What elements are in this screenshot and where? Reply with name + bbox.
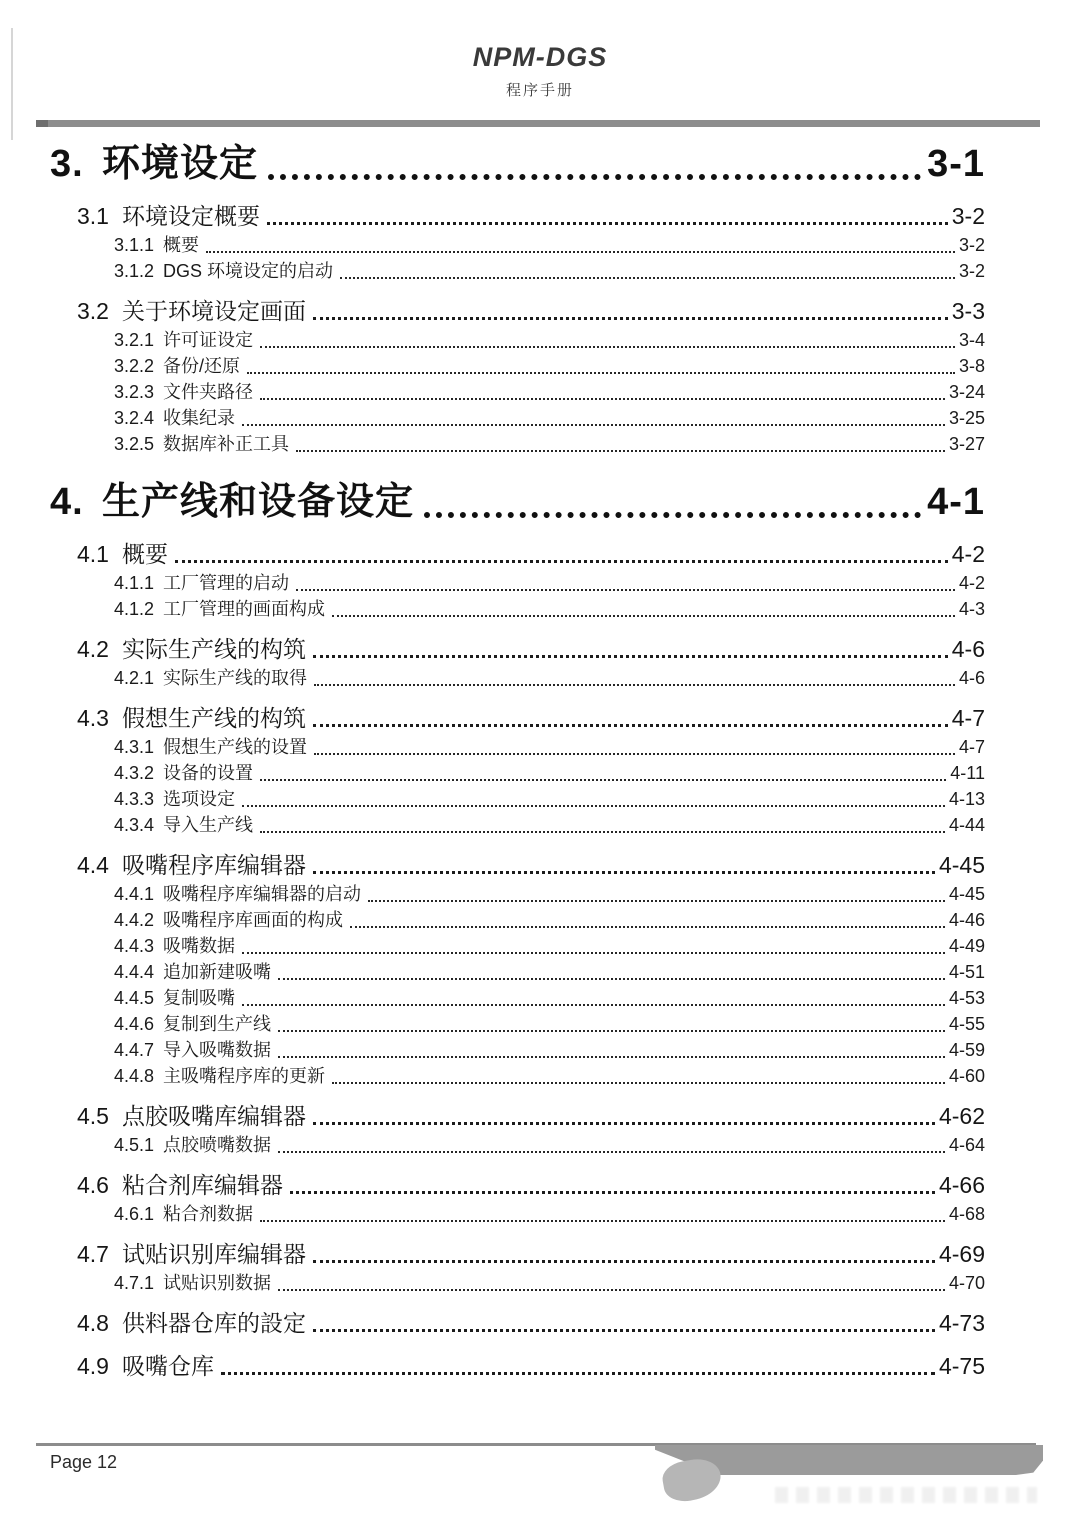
section-page-number: 4-6 bbox=[951, 636, 985, 662]
subsection-page-number: 4-44 bbox=[948, 815, 985, 835]
section-title: 试贴识别库编辑器 bbox=[121, 1241, 306, 1267]
subsection-page-number: 3-24 bbox=[948, 382, 985, 402]
toc-section-entry[interactable] bbox=[50, 633, 985, 665]
section-number: 4.4 bbox=[77, 852, 109, 878]
toc-chapter-entry[interactable] bbox=[50, 139, 985, 189]
watermark-text-remnant bbox=[775, 1487, 1037, 1503]
dot-leader bbox=[332, 615, 955, 617]
dot-leader bbox=[332, 1082, 945, 1084]
subsection-title: 点胶喷嘴数据 bbox=[163, 1135, 272, 1155]
subsection-page-number: 3-27 bbox=[948, 434, 985, 454]
dot-leader bbox=[313, 724, 948, 727]
subsection-title: 数据库补正工具 bbox=[163, 434, 290, 454]
toc-subsection-entry[interactable] bbox=[50, 353, 985, 379]
toc-subsection-entry[interactable] bbox=[50, 1037, 985, 1063]
subsection-number: 4.3.4 bbox=[114, 815, 155, 835]
subsection-page-number: 3-25 bbox=[948, 408, 985, 428]
dot-leader bbox=[175, 560, 948, 563]
dot-leader bbox=[278, 1056, 945, 1058]
subsection-title: 收集纪录 bbox=[163, 408, 236, 428]
subsection-page-number: 4-13 bbox=[948, 789, 985, 809]
subsection-title: 导入生产线 bbox=[163, 815, 254, 835]
subsection-page-number: 3-2 bbox=[958, 235, 985, 255]
section-number: 4.5 bbox=[77, 1103, 109, 1129]
section-number: 3.2 bbox=[77, 298, 109, 324]
toc-section-entry[interactable] bbox=[50, 702, 985, 734]
dot-leader bbox=[278, 1030, 945, 1032]
toc-subsection-entry[interactable] bbox=[50, 812, 985, 838]
chapter-page-number: 4-1 bbox=[927, 481, 985, 523]
toc-subsection-entry[interactable] bbox=[50, 596, 985, 622]
toc-subsection-entry[interactable] bbox=[50, 933, 985, 959]
section-number: 4.2 bbox=[77, 636, 109, 662]
toc-subsection-entry[interactable] bbox=[50, 760, 985, 786]
subsection-page-number: 4-46 bbox=[948, 910, 985, 930]
subsection-number: 4.2.1 bbox=[114, 668, 155, 688]
dot-leader bbox=[206, 251, 955, 253]
section-number: 4.6 bbox=[77, 1172, 109, 1198]
doc-subtitle: 程序手册 bbox=[505, 82, 574, 99]
subsection-page-number: 4-68 bbox=[948, 1204, 985, 1224]
page-number-label: Page 12 bbox=[50, 1452, 118, 1472]
dot-leader bbox=[424, 512, 921, 518]
section-number: 4.8 bbox=[77, 1310, 109, 1336]
subsection-title: 追加新建吸嘴 bbox=[163, 962, 272, 982]
subsection-number: 4.4.6 bbox=[114, 1014, 155, 1034]
dot-leader bbox=[278, 1289, 945, 1291]
subsection-page-number: 3-8 bbox=[958, 356, 985, 376]
section-title: 关于环境设定画面 bbox=[121, 298, 306, 324]
subsection-number: 4.5.1 bbox=[114, 1135, 155, 1155]
dot-leader bbox=[260, 1220, 945, 1222]
chapter-number: 4. bbox=[50, 481, 84, 523]
subsection-number: 4.3.1 bbox=[114, 737, 155, 757]
subsection-number: 4.7.1 bbox=[114, 1273, 155, 1293]
subsection-title: 导入吸嘴数据 bbox=[163, 1040, 272, 1060]
subsection-page-number: 4-55 bbox=[948, 1014, 985, 1034]
subsection-title: 实际生产线的取得 bbox=[163, 668, 308, 688]
page-header bbox=[0, 0, 1080, 100]
section-page-number: 4-73 bbox=[938, 1310, 985, 1336]
dot-leader bbox=[278, 1151, 945, 1153]
section-title: 吸嘴程序库编辑器 bbox=[121, 852, 306, 878]
dot-leader bbox=[242, 952, 945, 954]
subsection-number: 3.2.2 bbox=[114, 356, 155, 376]
subsection-title: 主吸嘴程序库的更新 bbox=[163, 1066, 326, 1086]
subsection-title: 工厂管理的启动 bbox=[163, 573, 290, 593]
subsection-number: 3.2.3 bbox=[114, 382, 155, 402]
dot-leader bbox=[221, 1372, 935, 1375]
dot-leader bbox=[313, 655, 948, 658]
header-divider-bar bbox=[36, 120, 1040, 127]
dot-leader bbox=[340, 277, 955, 279]
toc-subsection-entry[interactable] bbox=[50, 258, 985, 284]
section-title: 概要 bbox=[121, 541, 168, 567]
subsection-page-number: 4-59 bbox=[948, 1040, 985, 1060]
scan-edge-artifact bbox=[11, 28, 13, 140]
doc-title: NPM-DGS bbox=[472, 42, 608, 72]
toc-section-entry[interactable] bbox=[50, 1100, 985, 1132]
subsection-title: 复制吸嘴 bbox=[163, 988, 236, 1008]
dot-leader bbox=[314, 684, 955, 686]
section-page-number: 3-3 bbox=[951, 298, 985, 324]
subsection-title: 备份/还原 bbox=[163, 356, 241, 376]
toc-subsection-entry[interactable] bbox=[50, 1132, 985, 1158]
subsection-title: 吸嘴程序库编辑器的启动 bbox=[163, 884, 362, 904]
section-page-number: 4-75 bbox=[938, 1353, 985, 1379]
dot-leader bbox=[313, 871, 935, 874]
section-page-number: 4-66 bbox=[938, 1172, 985, 1198]
subsection-page-number: 4-3 bbox=[958, 599, 985, 619]
subsection-title: 许可证设定 bbox=[163, 330, 254, 350]
toc-subsection-entry[interactable] bbox=[50, 985, 985, 1011]
subsection-number: 3.2.5 bbox=[114, 434, 155, 454]
toc-subsection-entry[interactable] bbox=[50, 570, 985, 596]
subsection-title: 试贴识别数据 bbox=[163, 1273, 272, 1293]
toc-section-entry[interactable] bbox=[50, 538, 985, 570]
dot-leader bbox=[260, 398, 945, 400]
dot-leader bbox=[278, 978, 945, 980]
subsection-number: 4.4.4 bbox=[114, 962, 155, 982]
dot-leader bbox=[313, 1260, 935, 1263]
subsection-title: 假想生产线的设置 bbox=[163, 737, 308, 757]
table-of-contents bbox=[50, 139, 985, 1382]
subsection-title: 概要 bbox=[163, 235, 200, 255]
subsection-number: 4.4.3 bbox=[114, 936, 155, 956]
subsection-page-number: 4-2 bbox=[958, 573, 985, 593]
dot-leader bbox=[296, 589, 955, 591]
toc-subsection-entry[interactable] bbox=[50, 379, 985, 405]
toc-subsection-entry[interactable] bbox=[50, 734, 985, 760]
subsection-number: 3.1.2 bbox=[114, 261, 155, 281]
subsection-title: 设备的设置 bbox=[163, 763, 254, 783]
toc-subsection-entry[interactable] bbox=[50, 405, 985, 431]
subsection-number: 4.4.8 bbox=[114, 1066, 155, 1086]
section-page-number: 4-2 bbox=[951, 541, 985, 567]
section-page-number: 4-45 bbox=[938, 852, 985, 878]
dot-leader bbox=[242, 424, 945, 426]
subsection-number: 4.1.1 bbox=[114, 573, 155, 593]
subsection-page-number: 4-51 bbox=[948, 962, 985, 982]
toc-subsection-entry[interactable] bbox=[50, 907, 985, 933]
subsection-page-number: 4-70 bbox=[948, 1273, 985, 1293]
toc-section-entry[interactable] bbox=[50, 1307, 985, 1339]
toc-section-entry[interactable] bbox=[50, 1350, 985, 1382]
subsection-page-number: 4-7 bbox=[958, 737, 985, 757]
dot-leader bbox=[314, 753, 955, 755]
subsection-number: 4.4.7 bbox=[114, 1040, 155, 1060]
dot-leader bbox=[260, 346, 955, 348]
dot-leader bbox=[242, 1004, 945, 1006]
subsection-number: 3.1.1 bbox=[114, 235, 155, 255]
chapter-title: 环境设定 bbox=[102, 143, 259, 185]
section-title: 环境设定概要 bbox=[121, 203, 260, 229]
toc-subsection-entry[interactable] bbox=[50, 327, 985, 353]
toc-subsection-entry[interactable] bbox=[50, 959, 985, 985]
section-number: 4.9 bbox=[77, 1353, 109, 1379]
dot-leader bbox=[247, 372, 955, 374]
dot-leader bbox=[260, 831, 945, 833]
toc-subsection-entry[interactable] bbox=[50, 786, 985, 812]
section-page-number: 4-62 bbox=[938, 1103, 985, 1129]
subsection-number: 4.4.2 bbox=[114, 910, 155, 930]
dot-leader bbox=[368, 900, 945, 902]
section-title: 点胶吸嘴库编辑器 bbox=[121, 1103, 306, 1129]
toc-section-entry[interactable] bbox=[50, 200, 985, 232]
section-title: 假想生产线的构筑 bbox=[121, 705, 306, 731]
toc-section-entry[interactable] bbox=[50, 1238, 985, 1270]
dot-leader bbox=[242, 805, 945, 807]
toc-subsection-entry[interactable] bbox=[50, 1063, 985, 1089]
subsection-title: 工厂管理的画面构成 bbox=[163, 599, 326, 619]
subsection-title: 文件夹路径 bbox=[163, 382, 254, 402]
toc-chapter-entry[interactable] bbox=[50, 477, 985, 527]
dot-leader bbox=[267, 222, 948, 225]
toc-subsection-entry[interactable] bbox=[50, 1011, 985, 1037]
toc-section-entry[interactable] bbox=[50, 849, 985, 881]
section-number: 4.1 bbox=[77, 541, 109, 567]
subsection-number: 3.2.1 bbox=[114, 330, 155, 350]
subsection-page-number: 4-64 bbox=[948, 1135, 985, 1155]
subsection-title: 粘合剂数据 bbox=[163, 1204, 254, 1224]
toc-subsection-entry[interactable] bbox=[50, 881, 985, 907]
chapter-number: 3. bbox=[50, 143, 84, 185]
toc-section-entry[interactable] bbox=[50, 295, 985, 327]
subsection-number: 3.2.4 bbox=[114, 408, 155, 428]
dot-leader bbox=[260, 779, 946, 781]
dot-leader bbox=[296, 450, 945, 452]
section-page-number: 3-2 bbox=[951, 203, 985, 229]
subsection-number: 4.4.5 bbox=[114, 988, 155, 1008]
dot-leader bbox=[290, 1191, 935, 1194]
subsection-page-number: 4-6 bbox=[958, 668, 985, 688]
subsection-title: 吸嘴数据 bbox=[163, 936, 236, 956]
section-page-number: 4-69 bbox=[938, 1241, 985, 1267]
chapter-title: 生产线和设备设定 bbox=[102, 481, 415, 523]
dot-leader bbox=[313, 1122, 935, 1125]
section-title: 吸嘴仓库 bbox=[121, 1353, 214, 1379]
toc-subsection-entry[interactable] bbox=[50, 232, 985, 258]
section-page-number: 4-7 bbox=[951, 705, 985, 731]
chapter-page-number: 3-1 bbox=[927, 143, 985, 185]
subsection-title: 复制到生产线 bbox=[163, 1014, 272, 1034]
dot-leader bbox=[313, 317, 948, 320]
section-title: 供料器仓库的設定 bbox=[121, 1310, 306, 1336]
section-number: 3.1 bbox=[77, 203, 109, 229]
toc-subsection-entry[interactable] bbox=[50, 431, 985, 457]
dot-leader bbox=[313, 1329, 935, 1332]
dot-leader bbox=[268, 174, 921, 180]
subsection-number: 4.3.3 bbox=[114, 789, 155, 809]
subsection-page-number: 3-2 bbox=[958, 261, 985, 281]
subsection-page-number: 3-4 bbox=[958, 330, 985, 350]
dot-leader bbox=[350, 926, 945, 928]
section-number: 4.3 bbox=[77, 705, 109, 731]
subsection-number: 4.1.2 bbox=[114, 599, 155, 619]
subsection-title: 吸嘴程序库画面的构成 bbox=[163, 910, 344, 930]
subsection-page-number: 4-60 bbox=[948, 1066, 985, 1086]
subsection-number: 4.4.1 bbox=[114, 884, 155, 904]
subsection-number: 4.6.1 bbox=[114, 1204, 155, 1224]
section-title: 粘合剂库编辑器 bbox=[121, 1172, 283, 1198]
section-number: 4.7 bbox=[77, 1241, 109, 1267]
toc-subsection-entry[interactable] bbox=[50, 1201, 985, 1227]
subsection-title: 选项设定 bbox=[163, 789, 236, 809]
subsection-page-number: 4-49 bbox=[948, 936, 985, 956]
subsection-page-number: 4-11 bbox=[950, 763, 985, 783]
section-title: 实际生产线的构筑 bbox=[121, 636, 306, 662]
toc-subsection-entry[interactable] bbox=[50, 1270, 985, 1296]
subsection-page-number: 4-53 bbox=[948, 988, 985, 1008]
toc-subsection-entry[interactable] bbox=[50, 665, 985, 691]
toc-section-entry[interactable] bbox=[50, 1169, 985, 1201]
subsection-number: 4.3.2 bbox=[114, 763, 155, 783]
subsection-page-number: 4-45 bbox=[948, 884, 985, 904]
subsection-title: DGS 环境设定的启动 bbox=[163, 261, 334, 281]
